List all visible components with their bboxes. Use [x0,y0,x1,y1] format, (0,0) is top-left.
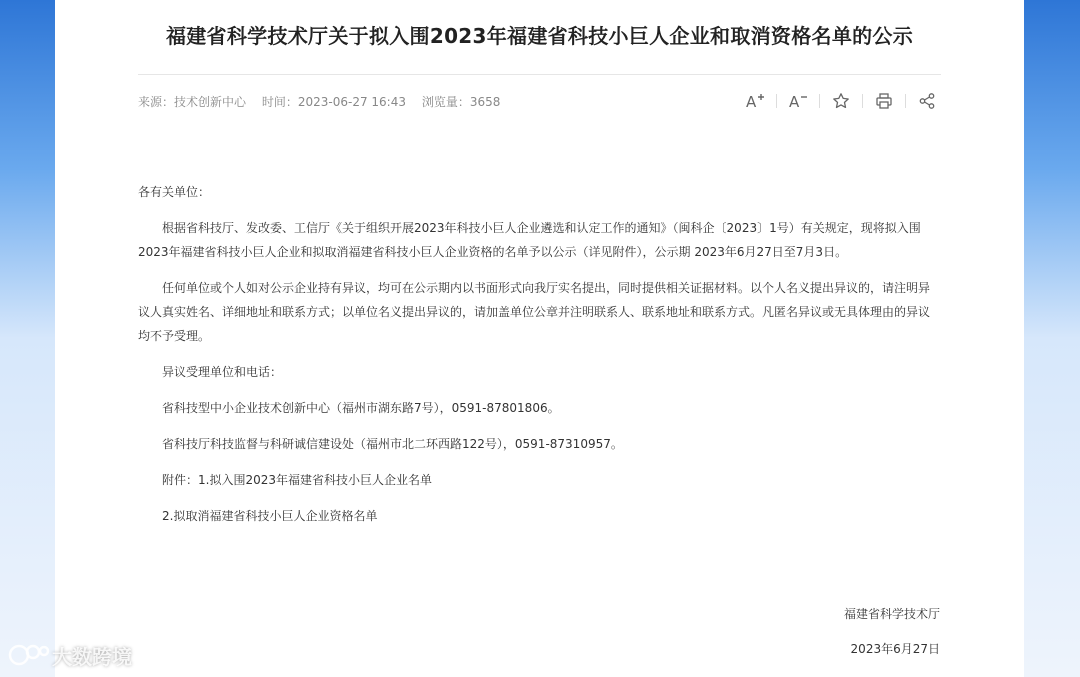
body-paragraph: 根据省科技厅、发改委、工信厅《关于组织开展2023年科技小巨人企业遴选和认定工作的通知》（闽科企〔2023〕1号）有关规定，现将拟入围2023年福建省科技小巨人企业和拟取消福建省科技小巨人企业资格的名单予以公示（详见附件），公示期 2023年6月27日至7月3日。 [138,221,921,259]
toolbar-separator [862,94,863,108]
toolbar-separator [905,94,906,108]
signature-org: 福建省科学技术厅 [843,607,940,621]
meta-views: 浏览量：3658 [421,95,501,109]
background-left-panel [0,0,60,677]
body-paragraph: 任何单位或个人如对公示企业持有异议，均可在公示期内以书面形式向我厅实名提出，同时提供相关证据材料。以个人名义提出异议的，请注明异议人真实姓名、详细地址和联系方式；以单位名义提出异议的，请加盖单位公章并注明联系人、联系地址和联系方式。凡匿名异议或无具体理由的异议均不予受理。 [138,281,931,343]
font-increase-icon[interactable] [742,88,768,114]
watermark-logo [8,640,132,670]
article-body [138,180,941,540]
signature-date: 2023年6月27日 [850,642,940,656]
article-card [55,0,1024,677]
toolbar-separator [776,94,777,108]
body-paragraph: 异议受理单位和电话： [162,365,283,379]
attachment-link-1[interactable]: 附件：1.拟入围2023年福建省科技小巨人企业名单 [162,473,432,487]
share-icon[interactable] [914,88,940,114]
article-title: 福建省科学技术厅关于拟入围2023年福建省科技小巨人企业和取消资格名单的公示 [165,24,914,48]
font-decrease-icon[interactable] [785,88,811,114]
watermark-text: 大数跨境 [52,644,132,669]
contact-line: 省科技型中小企业技术创新中心（福州市湖东路7号），0591-87801806。 [162,401,560,415]
title-divider [138,74,941,75]
background-right-panel [1020,0,1080,677]
article-meta [138,93,512,110]
contact-line: 省科技厅科技监督与科研诚信建设处（福州市北二环西路122号），0591-87310957。 [162,437,623,451]
meta-time: 时间：2023-06-27 16:43 [261,95,406,109]
meta-source: 来源：技术创新中心 [138,95,247,109]
favorite-star-icon[interactable] [828,88,854,114]
attachment-link-2[interactable]: 2.拟取消福建省科技小巨人企业资格名单 [162,509,378,523]
watermark-icon [8,640,52,670]
svg-text:A: A [746,93,757,110]
article-toolbar [742,88,940,114]
print-icon[interactable] [871,88,897,114]
svg-text:A: A [789,93,800,110]
toolbar-separator [819,94,820,108]
salutation: 各有关单位： [138,185,211,199]
